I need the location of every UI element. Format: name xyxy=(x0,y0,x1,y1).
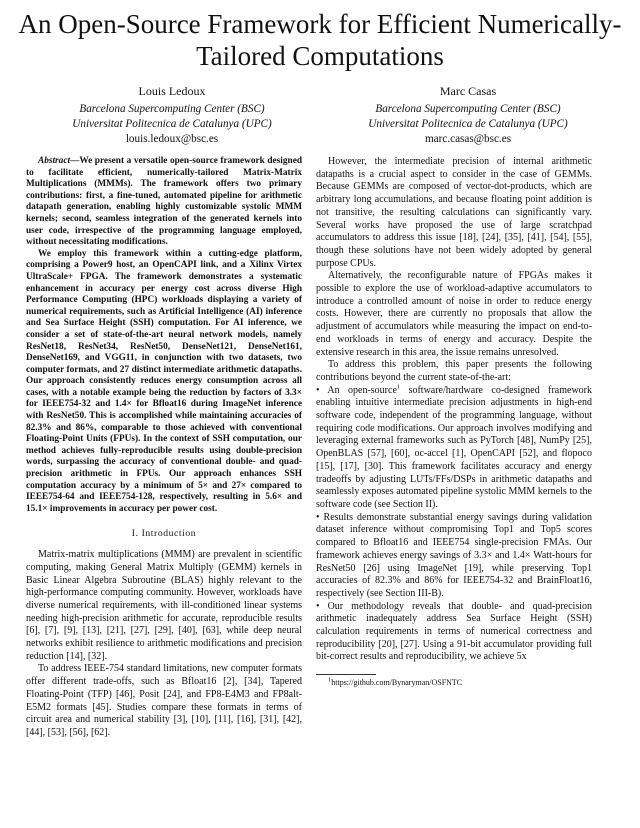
author-affiliation: Barcelona Supercomputing Center (BSC) xyxy=(79,103,265,115)
author-block xyxy=(32,84,312,147)
abstract-paragraph xyxy=(26,156,302,249)
right-column xyxy=(316,156,592,688)
body-paragraph: Matrix-matrix multiplications (MMM) are prevalent in scientific computing, making General Matrix Multiply (GEMM) kernels in Basic Linear Algebra Subroutine (BLAS) highly relevant to the high-performance computing community. However, workloads have diverse numerical requirements, with ill-conditioned linear systems needing high-precision arithmetic for accurate, reproducible results [6], [7], [9], [13], [21], [27], [29], [40], [63], while deep neural networks exhibit resilience to arithmetic modifications and precision reduction [14], [32]. xyxy=(26,549,302,662)
abstract-text: —We present a versatile open-source framework designed to facilitate efficient, numerically-tailored Matrix-Matrix Multiplications (MMMs). The framework offers two primary contributions: first, a fine-tuned, automated pipeline for arithmetic datapath generation, enabling highly customizable systolic MMM kernels; second, seamless integration of the generated kernels into user code, irrespective of the programming language employed, without necessitating modifications. xyxy=(26,156,302,248)
author-name: Louis Ledoux xyxy=(138,84,206,98)
footnote xyxy=(316,678,592,688)
body-paragraph: To address IEEE-754 standard limitations, new computer formats offer different trade-offs, such as Bfloat16 [2], [34], Tapered Floating-Point (TFP) [46], Posit [24], and FP8-E4M3 and FP8alt-E5M2 formats [45]. Studies compare these formats in terms of circuit area and numerical stability [3], [10], [11], [16], [31], [42], [44], [53], [56], [62]. xyxy=(26,663,302,738)
abstract xyxy=(26,156,302,515)
footnote-ref: 1 xyxy=(396,383,401,391)
author-email: marc.casas@bsc.es xyxy=(424,133,512,145)
author-affiliation: Barcelona Supercomputing Center (BSC) xyxy=(375,103,561,115)
abstract-label: Abstract xyxy=(38,156,71,166)
author-name: Marc Casas xyxy=(439,84,497,98)
author-email: louis.ledoux@bsc.es xyxy=(125,133,219,145)
author-block xyxy=(328,84,608,147)
section-heading: I. Introduction xyxy=(131,528,197,540)
author-affiliation: Universitat Politecnica de Catalunya (UPC) xyxy=(368,118,568,130)
abstract-paragraph: We employ this framework within a cutting-edge platform, comprising a Power9 host, an OpenCAPI link, and a Xilinx Virtex UltraScale+ FPGA. The framework demonstrates a systematic enhancement in accuracy per energy cost across diverse High Performance Computing (HPC) workloads displaying a variety of numerical requirements, such as Artificial Intelligence (AI) inference and Sea Surface Height (SSH) computation. For AI inference, we consider a set of state-of-the-art neural network models, namely ResNet18, ResNet34, ResNet50, DenseNet121, DenseNet161, DenseNet169, and VGG11, in conjunction with two datasets, two computer formats, and 27 distinct intermediate arithmetic datapaths. Our approach consistently reduces energy consumption across all cases, with a notable example being the reduction by factors of 3.3× for IEEE754-32 and 1.4× for Bfloat16 during ImageNet inference with ResNet50. This is accomplished while maintaining accuracies of 82.3% and 86%, comparable to those achieved with conventional Floating-Point Units (FPUs). In the context of SSH computation, our method achieves fully-reproducible results using double-precision words, surpassing the accuracy of conventional double- and quad-precision arithmetic in FPUs. Our approach enhances SSH computation accuracy by a minimum of 5× and 27× compared to IEEE754-64 and IEEE754-128, respectively, resulting in 5.6× and 15.1× improvements in accuracy per power cost. xyxy=(26,248,302,514)
contribution-bullet: • Results demonstrate substantial energy savings during validation dataset inference without compromising Top1 and Top5 scores compared to Bfloat16 and IEEE754 single-precision FMAs. Our framework achieves energy savings of 3.3× and 1.4× Watt-hours for ResNet50 [26] using ImageNet [19], while preserving Top1 accuracies of 82.3% and 86% for IEEE754-32 and BrainFloat16, respectively (see Section III-B). xyxy=(316,511,592,599)
author-affiliation: Universitat Politecnica de Catalunya (UPC) xyxy=(72,118,272,130)
bullet-text: software/hardware co-designed framework enabling intuitive intermediate precision adjustments in high-end software code, independent of the programming language, without requiring code modifications. Our approach involves modifying and leveraging external frameworks such as PyTorch [48], NumPy [25], OpenBLAS [57], [60], oc-accel [1], OpenCAPI [52], and flopoco [15], [17], [30]. This framework facilitates accuracy and energy tradeoffs by adjusting LUTs/FFs/DSPs in arithmetic datapaths and seamlessly exposes automated pipeline systolic MMM kernels to the software code (see Section II). xyxy=(316,384,592,510)
footnote-mark: 1 xyxy=(328,676,332,684)
body-paragraph: To address this problem, this paper presents the following contributions beyond the current state-of-the-art: xyxy=(316,359,592,383)
body-paragraph: Alternatively, the reconfigurable nature of FPGAs makes it possible to explore the use of workload-adaptive accumulators to introduce a controlled amount of noise in order to reduce energy costs. However, there are currently no proposals that allow the adjustment of accumulators while measuring the impact on end-to-end workloads in terms of energy and accuracy. Despite the extensive research in this area, the issue remains unresolved. xyxy=(316,270,592,358)
contribution-bullet xyxy=(316,385,592,512)
footnote-divider xyxy=(316,674,376,675)
contribution-bullet: • Our methodology reveals that double- and quad-precision arithmetic inadequately address Sea Surface Height (SSH) calculation requirements in terms of numerical correctness and reproducibility [20], [27]. Using a 91-bit accumulator providing full bit-correct results and reproducibility, we achieve 5x xyxy=(316,600,592,663)
footnote-link[interactable]: https://github.com/Bynaryman/OSFNTC xyxy=(331,678,463,688)
left-column xyxy=(26,156,302,740)
paper-title: An Open-Source Framework for Efficient Numerically-Tailored Computations xyxy=(18,9,622,71)
body-paragraph: However, the intermediate precision of internal arithmetic datapaths is a crucial aspect to consider in the case of GEMMs. Because GEMMs are composed of vector-dot-products, which are arbitrary long accumulations, and because floating point addition is not transitive, the resulting calculations can significantly vary. Several works have proposed the use of large scratchpad accumulators to address this issue [18], [24], [35], [41], [54], [55], though these solutions have not been widely adopted by general purpose CPUs. xyxy=(316,156,592,269)
bullet-text: • An open-source xyxy=(316,384,397,396)
